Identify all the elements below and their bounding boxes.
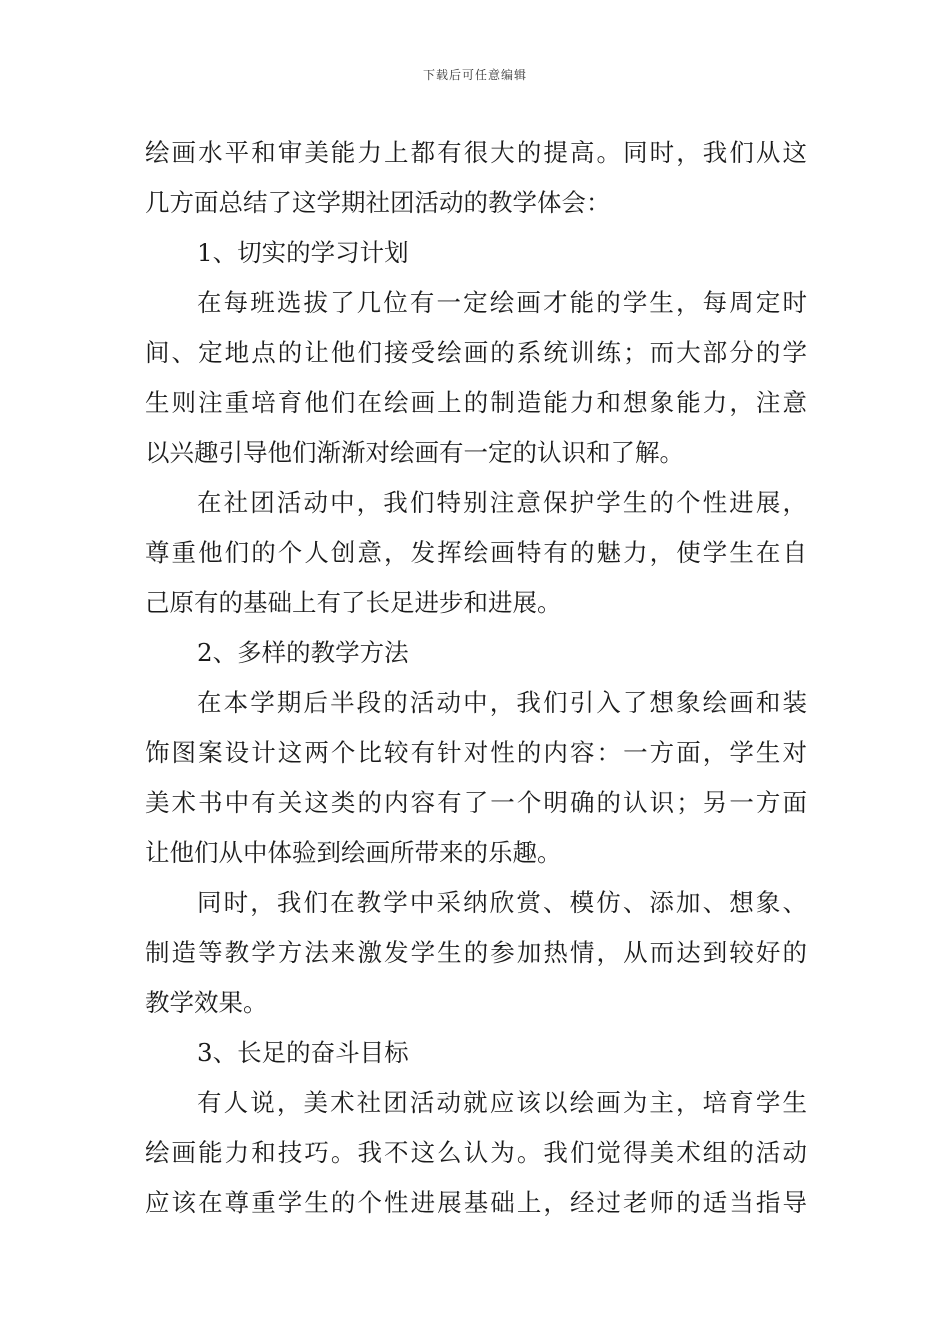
paragraph-line: 应该在尊重学生的个性进展基础上，经过老师的适当指导 — [145, 1188, 807, 1217]
paragraph-line: 在社团活动中，我们特别注意保护学生的个性进展， — [197, 488, 807, 517]
paragraph-line: 有人说，美术社团活动就应该以绘画为主，培育学生 — [197, 1088, 807, 1117]
paragraph-line: 尊重他们的个人创意，发挥绘画特有的魅力，使学生在自 — [145, 538, 807, 567]
paragraph-line: 让他们从中体验到绘画所带来的乐趣。 — [145, 838, 562, 867]
paragraph-line: 己原有的基础上有了长足进步和进展。 — [145, 588, 562, 617]
page-header-note: 下载后可任意编辑 — [422, 68, 527, 82]
paragraph-line: 几方面总结了这学期社团活动的教学体会： — [145, 188, 611, 217]
paragraph-line: 在每班选拔了几位有一定绘画才能的学生，每周定时 — [197, 288, 807, 317]
paragraph-line: 绘画能力和技巧。我不这么认为。我们觉得美术组的活动 — [145, 1138, 807, 1167]
section-heading: 3、长足的奋斗目标 — [197, 1038, 409, 1067]
paragraph-line: 间、定地点的让他们接受绘画的系统训练；而大部分的学 — [145, 338, 807, 367]
paragraph-line: 美术书中有关这类的内容有了一个明确的认识；另一方面 — [145, 788, 807, 817]
section-heading: 2、多样的教学方法 — [197, 638, 409, 667]
paragraph-line: 制造等教学方法来激发学生的参加热情，从而达到较好的 — [145, 938, 807, 967]
paragraph-line: 在本学期后半段的活动中，我们引入了想象绘画和装 — [197, 688, 807, 717]
paragraph-line: 教学效果。 — [145, 988, 268, 1017]
paragraph-line: 绘画水平和审美能力上都有很大的提高。同时，我们从这 — [145, 138, 807, 167]
paragraph-line: 以兴趣引导他们渐渐对绘画有一定的认识和了解。 — [145, 438, 684, 467]
paragraph-line: 饰图案设计这两个比较有针对性的内容：一方面，学生对 — [145, 738, 807, 767]
document-body — [145, 128, 807, 1228]
paragraph-line: 同时，我们在教学中采纳欣赏、模仿、添加、想象、 — [197, 888, 807, 917]
paragraph-line: 生则注重培育他们在绘画上的制造能力和想象能力，注意 — [145, 388, 807, 417]
section-heading: 1、切实的学习计划 — [197, 238, 409, 267]
